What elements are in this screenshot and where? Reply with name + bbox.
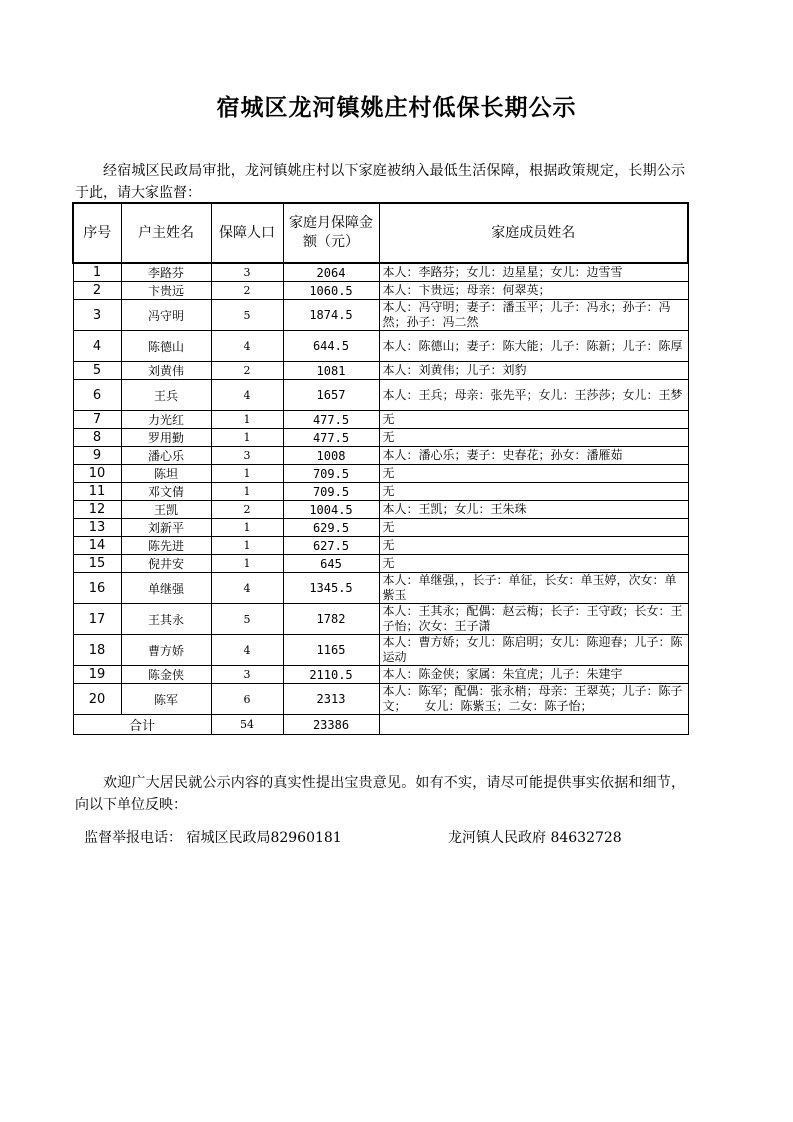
row-family-members: 本人：王兵；母亲：张先平；女儿：王莎莎；女儿：王梦 — [379, 380, 688, 411]
row-householder-name: 单继强 — [121, 573, 211, 604]
row-people-count: 5 — [211, 300, 283, 331]
table-row — [73, 282, 688, 300]
row-no: 19 — [73, 666, 121, 684]
row-monthly-amount: 1165 — [283, 635, 379, 666]
row-people-count: 2 — [211, 282, 283, 300]
row-householder-name: 刘新平 — [121, 519, 211, 537]
row-householder-name: 陈先进 — [121, 537, 211, 555]
row-no: 15 — [73, 555, 121, 573]
row-monthly-amount: 2313 — [283, 684, 379, 715]
table-row — [73, 380, 688, 411]
row-no: 7 — [73, 411, 121, 429]
table-body — [73, 263, 688, 715]
row-monthly-amount: 1657 — [283, 380, 379, 411]
row-no: 14 — [73, 537, 121, 555]
row-family-members: 本人：单继强，，长子：单征，长女：单玉婷，次女：单紫玉 — [379, 573, 688, 604]
feedback-paragraph: 欢迎广大居民就公示内容的真实性提出宝贵意见。如有不实，请尽可能提供事实依据和细节，向以下单位反映： — [75, 775, 685, 813]
row-family-members: 无 — [379, 483, 688, 501]
table-row — [73, 331, 688, 362]
table-row — [73, 362, 688, 380]
row-monthly-amount: 1008 — [283, 447, 379, 465]
row-householder-name: 刘黄伟 — [121, 362, 211, 380]
row-monthly-amount: 1874.5 — [283, 300, 379, 331]
row-no: 13 — [73, 519, 121, 537]
row-family-members: 本人：冯守明；妻子：潘玉平；儿子：冯永；孙子：冯然；孙子：冯二然 — [379, 300, 688, 331]
row-householder-name: 王凯 — [121, 501, 211, 519]
assistance-table — [72, 202, 689, 735]
row-people-count: 3 — [211, 666, 283, 684]
row-no: 2 — [73, 282, 121, 300]
contact-town-government: 龙河镇人民政府 84632728 — [448, 830, 622, 846]
row-no: 9 — [73, 447, 121, 465]
table-row — [73, 555, 688, 573]
row-family-members: 本人：王凯；女儿：王朱珠 — [379, 501, 688, 519]
table-row — [73, 604, 688, 635]
table-row — [73, 684, 688, 715]
row-monthly-amount: 644.5 — [283, 331, 379, 362]
row-monthly-amount: 709.5 — [283, 465, 379, 483]
row-no: 5 — [73, 362, 121, 380]
table-row — [73, 537, 688, 555]
row-people-count: 1 — [211, 519, 283, 537]
table-row — [73, 483, 688, 501]
table-row — [73, 573, 688, 604]
contact-civil-affairs: 监督举报电话： 宿城区民政局82960181 — [84, 830, 342, 846]
row-monthly-amount: 709.5 — [283, 483, 379, 501]
row-no: 18 — [73, 635, 121, 666]
row-people-count: 3 — [211, 447, 283, 465]
header-count: 保障人口 — [211, 203, 283, 263]
row-householder-name: 冯守明 — [121, 300, 211, 331]
total-members-empty — [379, 715, 688, 735]
table-row — [73, 447, 688, 465]
row-family-members: 无 — [379, 537, 688, 555]
row-householder-name: 李路芬 — [121, 263, 211, 282]
row-householder-name: 卞贵远 — [121, 282, 211, 300]
table-row — [73, 411, 688, 429]
row-householder-name: 邓文倩 — [121, 483, 211, 501]
row-family-members: 本人：曹方娇；女儿：陈启明；女儿：陈迎春；儿子：陈运动 — [379, 635, 688, 666]
row-family-members: 本人：潘心乐；妻子：史春花；孙女：潘雁茹 — [379, 447, 688, 465]
row-people-count: 3 — [211, 263, 283, 282]
table-row — [73, 501, 688, 519]
table-row — [73, 300, 688, 331]
total-label: 合计 — [73, 715, 211, 735]
row-householder-name: 潘心乐 — [121, 447, 211, 465]
table-row — [73, 519, 688, 537]
row-monthly-amount: 645 — [283, 555, 379, 573]
row-monthly-amount: 2110.5 — [283, 666, 379, 684]
row-no: 12 — [73, 501, 121, 519]
row-monthly-amount: 1004.5 — [283, 501, 379, 519]
row-householder-name: 力光红 — [121, 411, 211, 429]
row-people-count: 2 — [211, 501, 283, 519]
row-monthly-amount: 629.5 — [283, 519, 379, 537]
total-row — [73, 715, 688, 735]
row-family-members: 无 — [379, 429, 688, 447]
header-amount: 家庭月保障金额（元） — [283, 203, 379, 263]
row-people-count: 4 — [211, 380, 283, 411]
row-no: 11 — [73, 483, 121, 501]
row-no: 3 — [73, 300, 121, 331]
header-members: 家庭成员姓名 — [379, 203, 688, 263]
table-row — [73, 429, 688, 447]
table-row — [73, 465, 688, 483]
row-no: 4 — [73, 331, 121, 362]
row-monthly-amount: 1060.5 — [283, 282, 379, 300]
table-header-row — [73, 203, 688, 263]
row-people-count: 6 — [211, 684, 283, 715]
header-name: 户主姓名 — [121, 203, 211, 263]
page-title: 宿城区龙河镇姚庄村低保长期公示 — [216, 94, 577, 121]
row-family-members: 本人：陈德山；妻子：陈大能；儿子：陈新；儿子：陈厚 — [379, 331, 688, 362]
row-people-count: 4 — [211, 331, 283, 362]
row-people-count: 1 — [211, 411, 283, 429]
total-count: 54 — [211, 715, 283, 735]
row-people-count: 2 — [211, 362, 283, 380]
row-family-members: 本人：卞贵远；母亲：何翠英； — [379, 282, 688, 300]
row-family-members: 无 — [379, 411, 688, 429]
row-people-count: 5 — [211, 604, 283, 635]
row-householder-name: 倪井安 — [121, 555, 211, 573]
row-monthly-amount: 1345.5 — [283, 573, 379, 604]
row-no: 10 — [73, 465, 121, 483]
row-family-members: 本人：王其永；配偶：赵云梅；长子：王守政；长女：王子怡；次女：王子潇 — [379, 604, 688, 635]
row-family-members: 本人：陈金侠；家属：朱宜虎；儿子：朱建宇 — [379, 666, 688, 684]
row-householder-name: 陈坦 — [121, 465, 211, 483]
row-householder-name: 曹方娇 — [121, 635, 211, 666]
row-monthly-amount: 1081 — [283, 362, 379, 380]
row-monthly-amount: 477.5 — [283, 411, 379, 429]
row-family-members: 本人：陈军；配偶：张永梢；母亲：王翠英；儿子：陈子文； 女儿：陈紫玉；二女：陈子怡； — [379, 684, 688, 715]
row-family-members: 本人：李路芬；女儿：边星星；女儿：边雪雪 — [379, 263, 688, 282]
row-people-count: 1 — [211, 465, 283, 483]
row-householder-name: 陈金侠 — [121, 666, 211, 684]
row-householder-name: 罗用勤 — [121, 429, 211, 447]
row-people-count: 1 — [211, 537, 283, 555]
row-householder-name: 陈德山 — [121, 331, 211, 362]
table-row — [73, 263, 688, 282]
row-householder-name: 陈军 — [121, 684, 211, 715]
row-family-members: 无 — [379, 555, 688, 573]
row-monthly-amount: 2064 — [283, 263, 379, 282]
row-people-count: 4 — [211, 573, 283, 604]
row-people-count: 1 — [211, 483, 283, 501]
row-no: 16 — [73, 573, 121, 604]
row-people-count: 4 — [211, 635, 283, 666]
row-monthly-amount: 477.5 — [283, 429, 379, 447]
row-family-members: 无 — [379, 519, 688, 537]
row-no: 1 — [73, 263, 121, 282]
row-no: 17 — [73, 604, 121, 635]
row-monthly-amount: 627.5 — [283, 537, 379, 555]
row-householder-name: 王其永 — [121, 604, 211, 635]
row-family-members: 无 — [379, 465, 688, 483]
row-no: 8 — [73, 429, 121, 447]
row-people-count: 1 — [211, 555, 283, 573]
row-family-members: 本人：刘黄伟；儿子：刘豹 — [379, 362, 688, 380]
header-no: 序号 — [73, 203, 121, 263]
row-no: 6 — [73, 380, 121, 411]
total-amount: 23386 — [283, 715, 379, 735]
row-no: 20 — [73, 684, 121, 715]
table-row — [73, 635, 688, 666]
table-row — [73, 666, 688, 684]
row-householder-name: 王兵 — [121, 380, 211, 411]
row-people-count: 1 — [211, 429, 283, 447]
intro-paragraph: 经宿城区民政局审批，龙河镇姚庄村以下家庭被纳入最低生活保障，根据政策规定，长期公示于此，请大家监督： — [75, 163, 685, 201]
row-monthly-amount: 1782 — [283, 604, 379, 635]
